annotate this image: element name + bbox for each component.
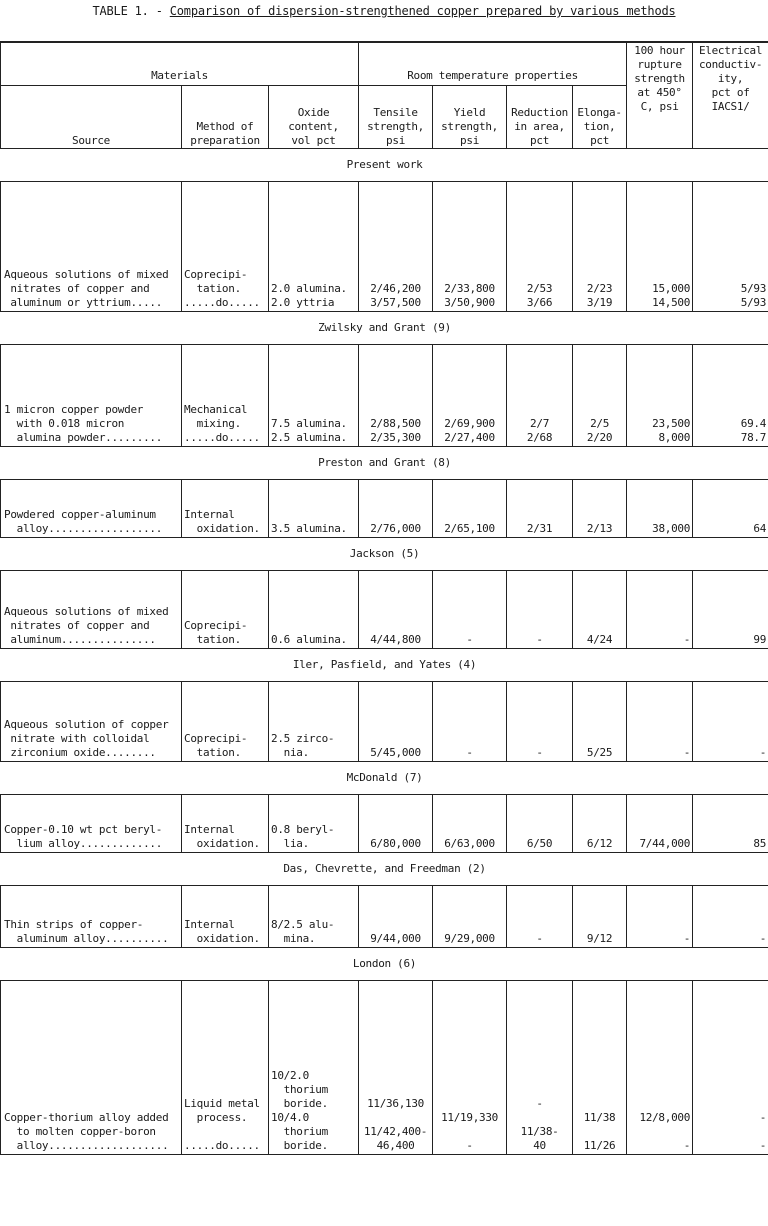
materials-header: Materials <box>1 42 359 86</box>
oxide-header <box>269 86 359 149</box>
table-row <box>1 981 768 1155</box>
cell-line: 2/88,500 <box>370 417 421 430</box>
cell-line: 2/46,200 <box>370 282 421 295</box>
cell-line: 11/26 <box>583 1139 616 1152</box>
cell-line: 4/44,800 <box>370 633 421 646</box>
cell-line: strength, <box>441 120 498 133</box>
cell-line: thorium <box>271 1125 328 1138</box>
cell-line: Method of <box>196 120 254 133</box>
cell-line: - <box>536 1097 543 1110</box>
conductivity-cell <box>693 182 768 312</box>
reduction-cell <box>507 981 573 1155</box>
elongation-header <box>573 86 627 149</box>
cell-line: 15,000 <box>652 282 691 295</box>
cell-line: oxidation. <box>184 522 260 535</box>
cell-line: - <box>759 1111 767 1124</box>
cell-line <box>509 1111 570 1125</box>
cell-line: Copper-0.10 wt pct beryl- <box>4 823 163 836</box>
cell-line: 3/19 <box>586 296 613 309</box>
conductivity-cell <box>693 682 768 762</box>
yield-cell <box>433 182 507 312</box>
rupture-cell <box>627 682 693 762</box>
cell-line: boride. <box>271 1139 328 1152</box>
cell-line: 2/27,400 <box>444 431 495 444</box>
reduction-cell <box>507 571 573 649</box>
cell-line: pct <box>590 134 610 147</box>
cell-line: Elonga- <box>577 106 622 119</box>
method-cell <box>182 886 269 948</box>
cell-line: - <box>466 633 473 646</box>
cell-line: - <box>536 746 543 759</box>
cell-line: IACS1/ <box>711 100 750 113</box>
cell-line: 7/44,000 <box>639 837 691 850</box>
cell-line: 2/20 <box>586 431 613 444</box>
section-heading: Das, Chevrette, and Freedman (2) <box>1 853 768 886</box>
cell-line: oxidation. <box>184 932 260 945</box>
cell-line: lia. <box>271 837 309 850</box>
cell-line: aluminum or yttrium..... <box>4 296 163 309</box>
cell-line: .....do..... <box>184 431 260 444</box>
cell-line: Internal <box>184 508 235 521</box>
cell-line: 2.0 alumina. <box>271 282 347 295</box>
elongation-cell <box>573 682 627 762</box>
method-cell <box>182 682 269 762</box>
section-heading-row <box>1 948 768 981</box>
elongation-cell <box>573 182 627 312</box>
cell-line: at 450° <box>637 86 682 99</box>
cell-line <box>629 1125 690 1139</box>
cell-line: Internal <box>184 918 235 931</box>
cell-line: 11/19,330 <box>441 1111 498 1124</box>
cell-line: 9/44,000 <box>370 932 421 945</box>
cell-line: strength <box>634 72 685 85</box>
yield-header <box>433 86 507 149</box>
yield-cell <box>433 345 507 447</box>
conductivity-cell <box>693 480 768 538</box>
cell-line: 12/8,000 <box>639 1111 691 1124</box>
elongation-cell <box>573 345 627 447</box>
cell-line: 5/45,000 <box>370 746 421 759</box>
oxide-cell <box>269 571 359 649</box>
cell-line: - <box>759 746 767 759</box>
reduction-cell <box>507 345 573 447</box>
cell-line: aluminum alloy.......... <box>4 932 169 945</box>
cell-line: 85 <box>753 837 767 850</box>
table-row <box>1 682 768 762</box>
cell-line: conductiv- <box>698 58 763 71</box>
cell-line: 9/29,000 <box>444 932 495 945</box>
rupture-cell <box>627 182 693 312</box>
source-header: Source <box>1 86 182 149</box>
cell-line: Coprecipi- <box>184 268 248 281</box>
cell-line: 5/25 <box>586 746 613 759</box>
reduction-header <box>507 86 573 149</box>
cell-line: to molten copper-boron <box>4 1125 156 1138</box>
cell-line: 11/42,400- <box>363 1125 428 1138</box>
cell-line: 8,000 <box>658 431 691 444</box>
yield-cell <box>433 981 507 1155</box>
cell-line: nia. <box>271 746 309 759</box>
cell-line: 40 <box>533 1139 546 1152</box>
cell-line: boride. <box>271 1097 328 1110</box>
elongation-cell <box>573 795 627 853</box>
table-row <box>1 345 768 447</box>
tensile-cell <box>359 571 433 649</box>
cell-line: 2/76,000 <box>370 522 421 535</box>
section-heading: Zwilsky and Grant (9) <box>1 312 768 345</box>
reduction-cell <box>507 682 573 762</box>
cell-line: 2/69,900 <box>444 417 495 430</box>
conductivity-cell <box>693 345 768 447</box>
cell-line: 5/93 <box>740 296 767 309</box>
cell-line: 0.6 alumina. <box>271 633 347 646</box>
cell-line: - <box>759 932 767 945</box>
oxide-cell <box>269 182 359 312</box>
cell-line: mixing. <box>184 417 241 430</box>
yield-cell <box>433 795 507 853</box>
cell-line: 2/5 <box>590 417 610 430</box>
tensile-header <box>359 86 433 149</box>
section-heading: Preston and Grant (8) <box>1 447 768 480</box>
title-text: Comparison of dispersion-strengthened copper prepared by various methods <box>169 4 676 18</box>
oxide-cell <box>269 981 359 1155</box>
table-row <box>1 795 768 853</box>
tensile-cell <box>359 345 433 447</box>
section-heading: Iler, Pasfield, and Yates (4) <box>1 649 768 682</box>
source-cell <box>1 795 182 853</box>
source-cell <box>1 886 182 948</box>
cell-line: preparation <box>190 134 260 147</box>
section-heading-row <box>1 312 768 345</box>
cell-line: 4/24 <box>586 633 613 646</box>
cell-line: - <box>466 746 473 759</box>
section-heading-row <box>1 853 768 886</box>
cell-line: C, psi <box>640 100 679 113</box>
rupture-cell <box>627 480 693 538</box>
cell-line: 64 <box>753 522 767 535</box>
cell-line: - <box>466 1139 473 1152</box>
method-cell <box>182 981 269 1155</box>
cell-line: Internal <box>184 823 235 836</box>
cell-line: alloy.................. <box>4 522 163 535</box>
cell-line: 2/68 <box>526 431 553 444</box>
rupture-cell <box>627 345 693 447</box>
cell-line: 6/80,000 <box>370 837 421 850</box>
cell-line: Coprecipi- <box>184 619 248 632</box>
conductivity-cell <box>693 795 768 853</box>
table-title <box>0 4 768 18</box>
cell-line: Mechanical <box>184 403 248 416</box>
cell-line: 5/93 <box>740 282 767 295</box>
cell-line: 69.4 <box>740 417 767 430</box>
cell-line: 14,500 <box>652 296 691 309</box>
cell-line: mina. <box>271 932 316 945</box>
section-heading-row <box>1 149 768 182</box>
oxide-cell <box>269 682 359 762</box>
cell-line: tation. <box>184 282 241 295</box>
cell-line: oxidation. <box>184 837 260 850</box>
cell-line: 0.8 beryl- <box>271 823 335 836</box>
source-cell <box>1 682 182 762</box>
cell-line: alloy................... <box>4 1139 169 1152</box>
cell-line: - <box>536 932 543 945</box>
source-cell <box>1 981 182 1155</box>
cell-line: tation. <box>184 746 241 759</box>
cell-line: psi <box>386 134 406 147</box>
cell-line: - <box>683 633 691 646</box>
reduction-cell <box>507 886 573 948</box>
cell-line: 7.5 alumina. <box>271 417 347 430</box>
cell-line: 3/50,900 <box>444 296 495 309</box>
cell-line: Liquid metal <box>184 1097 260 1110</box>
cell-line: rupture <box>637 58 682 71</box>
cell-line: Powdered copper-aluminum <box>4 508 156 521</box>
header-row-1 <box>1 42 768 86</box>
cell-line: 78.7 <box>740 431 767 444</box>
rupture-cell <box>627 795 693 853</box>
cell-line: nitrate with colloidal <box>4 732 150 745</box>
source-cell <box>1 480 182 538</box>
cell-line: 6/63,000 <box>444 837 495 850</box>
cell-line: 2/33,800 <box>444 282 495 295</box>
oxide-cell <box>269 480 359 538</box>
cell-line: content, <box>288 120 339 133</box>
cell-line: Thin strips of copper- <box>4 918 144 931</box>
conductivity-cell <box>693 571 768 649</box>
cell-line <box>361 1111 430 1125</box>
cell-line: - <box>536 633 543 646</box>
tensile-cell <box>359 981 433 1155</box>
cell-line: 11/36,130 <box>367 1097 424 1110</box>
cell-line: Aqueous solutions of mixed <box>4 605 169 618</box>
section-heading: Present work <box>1 149 768 182</box>
conductivity-cell <box>693 886 768 948</box>
cell-line: nitrates of copper and <box>4 619 150 632</box>
oxide-cell <box>269 345 359 447</box>
cell-line: 3/57,500 <box>370 296 421 309</box>
tensile-cell <box>359 795 433 853</box>
cell-line <box>435 1125 504 1139</box>
cell-line: 3/66 <box>526 296 553 309</box>
cell-line: 11/38- <box>520 1125 559 1138</box>
cell-line: 38,000 <box>652 522 691 535</box>
cell-line <box>575 1125 624 1139</box>
source-cell <box>1 345 182 447</box>
method-cell <box>182 345 269 447</box>
cell-line: 2/53 <box>526 282 553 295</box>
rupture-cell <box>627 886 693 948</box>
method-cell <box>182 182 269 312</box>
section-heading-row <box>1 649 768 682</box>
section-heading-row <box>1 762 768 795</box>
elongation-cell <box>573 886 627 948</box>
cell-line: Copper-thorium alloy added <box>4 1111 169 1124</box>
cell-line: Electrical <box>698 44 763 57</box>
cell-line: aluminum............... <box>4 633 156 646</box>
cell-line: 2.5 alumina. <box>271 431 347 444</box>
rupture-cell <box>627 981 693 1155</box>
cell-line: 99 <box>753 633 767 646</box>
oxide-cell <box>269 886 359 948</box>
cell-line: 2.0 yttria <box>271 296 335 309</box>
cell-line: - <box>759 1139 767 1152</box>
cell-line: pct of <box>711 86 750 99</box>
cell-line: .....do..... <box>184 296 260 309</box>
cell-line: - <box>683 1139 691 1152</box>
cell-line: 23,500 <box>652 417 691 430</box>
cell-line: in area, <box>514 120 565 133</box>
cell-line: - <box>683 746 691 759</box>
cell-line: strength, <box>367 120 424 133</box>
cell-line: 3.5 alumina. <box>271 522 347 535</box>
table-row <box>1 571 768 649</box>
cell-line: vol pct <box>291 134 336 147</box>
cell-line <box>695 1125 766 1139</box>
conductivity-cell <box>693 981 768 1155</box>
cell-line: tion, <box>583 120 616 133</box>
cell-line: process. <box>184 1111 248 1124</box>
cell-line: with 0.018 micron <box>4 417 125 430</box>
yield-cell <box>433 886 507 948</box>
cell-line: thorium <box>271 1083 328 1096</box>
cell-line: Aqueous solutions of mixed <box>4 268 169 281</box>
cell-line: nitrates of copper and <box>4 282 150 295</box>
cell-line: alumina powder......... <box>4 431 163 444</box>
cell-line: 10/2.0 <box>271 1069 309 1082</box>
cell-line: Aqueous solution of copper <box>4 718 169 731</box>
source-cell <box>1 571 182 649</box>
cell-line: 6/50 <box>526 837 553 850</box>
reduction-cell <box>507 795 573 853</box>
method-cell <box>182 480 269 538</box>
cell-line: 2/23 <box>586 282 613 295</box>
tensile-cell <box>359 480 433 538</box>
section-heading: London (6) <box>1 948 768 981</box>
cell-line: tation. <box>184 633 241 646</box>
room-temp-header: Room temperature properties <box>359 42 627 86</box>
cell-line: 1 micron copper powder <box>4 403 144 416</box>
cell-line: 2/13 <box>586 522 613 535</box>
cell-line: Yield <box>453 106 486 119</box>
oxide-cell <box>269 795 359 853</box>
conductivity-header <box>693 42 768 149</box>
cell-line: 2/35,300 <box>370 431 421 444</box>
cell-line: 2/65,100 <box>444 522 495 535</box>
method-header <box>182 86 269 149</box>
cell-line: 8/2.5 alu- <box>271 918 335 931</box>
cell-line: pct <box>530 134 550 147</box>
yield-cell <box>433 682 507 762</box>
source-cell <box>1 182 182 312</box>
section-heading-row <box>1 538 768 571</box>
tensile-cell <box>359 886 433 948</box>
table-row <box>1 480 768 538</box>
reduction-cell <box>507 182 573 312</box>
cell-line: psi <box>460 134 480 147</box>
cell-line: 11/38 <box>583 1111 616 1124</box>
section-heading: McDonald (7) <box>1 762 768 795</box>
cell-line: Coprecipi- <box>184 732 248 745</box>
table-body <box>1 149 768 1155</box>
cell-line: 10/4.0 <box>271 1111 309 1124</box>
cell-line: ity, <box>717 72 744 85</box>
cell-line: 100 hour <box>634 44 685 57</box>
cell-line: zirconium oxide........ <box>4 746 156 759</box>
method-cell <box>182 571 269 649</box>
table-row <box>1 182 768 312</box>
elongation-cell <box>573 480 627 538</box>
cell-line: 6/12 <box>586 837 613 850</box>
tensile-cell <box>359 682 433 762</box>
section-heading: Jackson (5) <box>1 538 768 571</box>
cell-line: 2/31 <box>526 522 553 535</box>
rupture-header <box>627 42 693 149</box>
elongation-cell <box>573 981 627 1155</box>
cell-line: Tensile <box>373 106 418 119</box>
cell-line: 2.5 zirco- <box>271 732 335 745</box>
elongation-cell <box>573 571 627 649</box>
cell-line: - <box>683 932 691 945</box>
tensile-cell <box>359 182 433 312</box>
cell-line: 2/7 <box>530 417 550 430</box>
comparison-table <box>0 41 768 1155</box>
table-row <box>1 886 768 948</box>
cell-line: 46,400 <box>376 1139 415 1152</box>
title-prefix: TABLE 1. - <box>92 4 170 18</box>
section-heading-row <box>1 447 768 480</box>
reduction-cell <box>507 480 573 538</box>
cell-line: Reduction <box>511 106 568 119</box>
cell-line <box>184 1125 266 1139</box>
cell-line: .....do..... <box>184 1139 260 1152</box>
cell-line: 9/12 <box>586 932 613 945</box>
yield-cell <box>433 571 507 649</box>
rupture-cell <box>627 571 693 649</box>
yield-cell <box>433 480 507 538</box>
cell-line: lium alloy............. <box>4 837 163 850</box>
method-cell <box>182 795 269 853</box>
cell-line: Oxide <box>297 106 330 119</box>
